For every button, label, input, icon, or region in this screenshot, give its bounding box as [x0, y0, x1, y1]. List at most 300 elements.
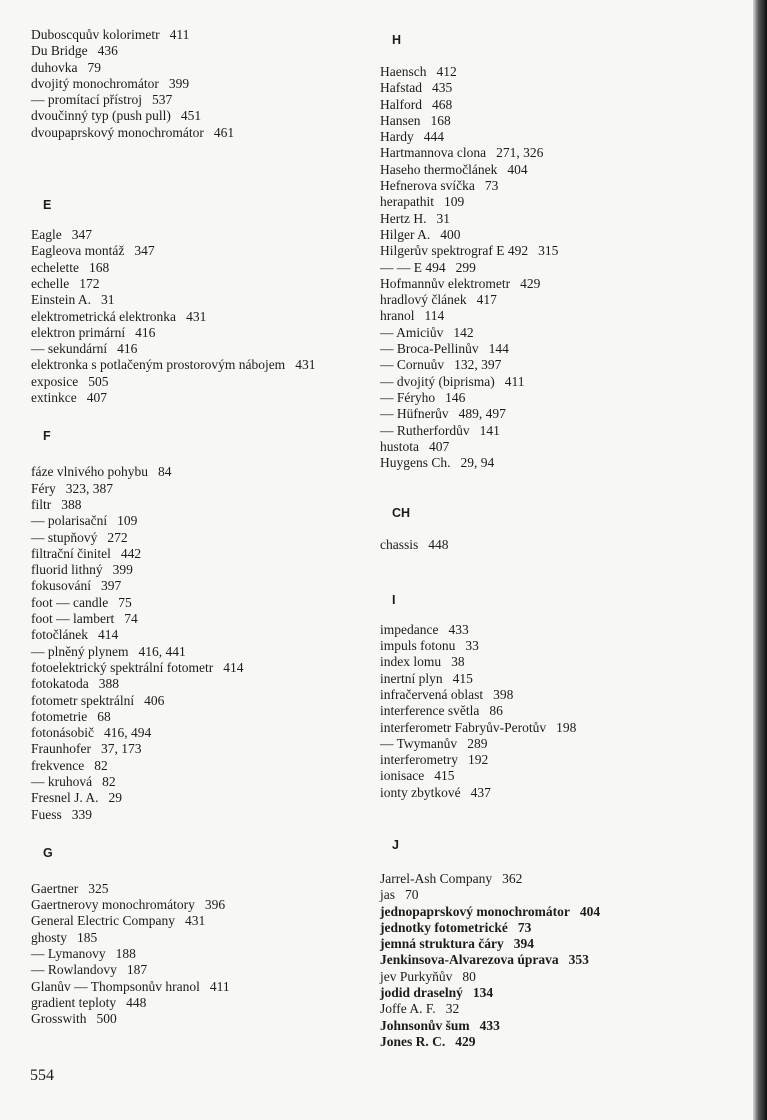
index-entry [380, 194, 745, 210]
index-entry [31, 578, 361, 594]
index-entry [31, 227, 361, 243]
index-page-ref: 400 [440, 226, 461, 242]
index-entry [31, 125, 361, 141]
index-entry [31, 881, 361, 897]
index-entry [380, 638, 745, 654]
index-column-left [31, 27, 361, 1028]
index-page-ref: 82 [94, 757, 108, 773]
index-term: Hofmannův elektrometr [380, 275, 511, 291]
index-term: infračervená oblast [380, 686, 484, 702]
index-entry [380, 687, 745, 703]
index-entry [31, 644, 361, 660]
index-page-ref: 448 [428, 537, 449, 553]
index-page-ref: 431 [186, 308, 207, 324]
index-page-ref: 431 [295, 357, 316, 373]
index-term: fokusování [31, 578, 91, 594]
index-page-ref: 75 [118, 594, 132, 610]
index-page-ref: 114 [424, 308, 445, 324]
index-entry [380, 768, 745, 784]
index-term: Duboscquův kolorimetr [31, 27, 160, 42]
index-page-ref: 435 [431, 80, 453, 96]
index-term: Grosswith [31, 1011, 87, 1027]
index-page-ref: 299 [455, 259, 476, 275]
index-page-ref: 185 [77, 929, 98, 945]
index-term: — Twymanův [380, 735, 458, 751]
index-entry [380, 985, 745, 1001]
index-entry [31, 357, 361, 373]
section-letter-heading: E [43, 198, 52, 213]
index-entry [380, 325, 745, 341]
index-entry [380, 936, 745, 952]
index-page-ref: 68 [97, 708, 111, 724]
index-term: fotometr spektrální [31, 692, 135, 708]
index-page-ref: 362 [502, 870, 523, 886]
index-term: elektrometrická elektronka [31, 308, 177, 324]
index-term: fotočlánek [31, 627, 88, 643]
index-page-ref: 192 [467, 752, 489, 768]
index-entry [31, 390, 361, 406]
index-page-ref: 347 [134, 243, 155, 259]
index-entry [380, 145, 745, 161]
index-entry [380, 969, 745, 985]
index-term: Jones R. C. [380, 1033, 446, 1049]
index-entry [31, 774, 361, 790]
index-term: Einstein A. [31, 292, 91, 308]
index-entry [380, 439, 745, 455]
index-page-ref: 132, 397 [454, 357, 502, 373]
index-page-ref: 500 [96, 1011, 117, 1027]
index-entry [380, 952, 745, 968]
index-term: jev Purkyňův [380, 968, 453, 984]
index-page-ref: 433 [479, 1017, 500, 1033]
index-term: chassis [380, 537, 419, 553]
index-entry [380, 406, 745, 422]
index-term: Eagle [31, 227, 62, 243]
index-entry [31, 562, 361, 578]
index-entry [31, 676, 361, 692]
index-page-ref: 347 [71, 227, 92, 243]
index-entry [31, 995, 361, 1011]
index-page-ref: 315 [538, 243, 559, 259]
index-entry [380, 80, 745, 96]
index-section-g [31, 845, 361, 1028]
index-page-ref: 73 [484, 178, 499, 194]
index-entry [380, 357, 745, 373]
index-entry [380, 904, 745, 920]
index-entry [31, 546, 361, 562]
index-term: echelle [31, 275, 70, 291]
index-entry [31, 481, 361, 497]
index-page-ref: 388 [61, 496, 82, 512]
index-term: — kruhová [31, 773, 93, 789]
index-page-ref: 444 [423, 129, 444, 145]
index-term: interferometr Fabryův-Perotův [380, 719, 547, 735]
index-page-ref: 84 [157, 464, 172, 480]
index-term: Hilger A. [380, 226, 431, 242]
index-term: herapathit [380, 194, 434, 210]
index-entry [31, 930, 361, 946]
index-entry [31, 292, 361, 308]
index-term: Haensch [380, 64, 427, 79]
index-entry [31, 660, 361, 676]
index-page-ref: 388 [98, 676, 119, 692]
index-page-ref: 323, 387 [65, 480, 113, 496]
index-page-ref: 431 [184, 913, 206, 929]
index-page-ref: 187 [126, 962, 148, 978]
index-page-ref: 416 [117, 341, 138, 357]
index-entry [31, 341, 361, 357]
section-letter-heading: F [43, 429, 51, 444]
index-term: Haseho thermočlánek [380, 161, 498, 177]
index-page-ref: 489, 497 [458, 406, 506, 422]
index-page-ref: 404 [579, 903, 601, 919]
index-entry [31, 464, 361, 480]
index-entry [380, 1034, 745, 1050]
index-page-ref: 414 [223, 659, 244, 675]
index-term: — Cornuův [380, 357, 445, 373]
index-entry [380, 455, 745, 471]
section-letter-heading: J [392, 837, 399, 852]
index-page-ref: 412 [436, 64, 457, 79]
index-term: impedance [380, 621, 439, 637]
index-section-ch [380, 505, 745, 553]
index-term: Huygens Ch. [380, 455, 451, 471]
index-page-ref: 198 [556, 719, 577, 735]
index-term: — Rowlandovy [31, 962, 117, 978]
index-entry [380, 113, 745, 129]
index-entry [380, 1018, 745, 1034]
index-entry [380, 178, 745, 194]
index-entry [31, 709, 361, 725]
index-section-f [31, 428, 361, 823]
index-page-ref: 414 [97, 627, 119, 643]
index-term: Du Bridge [31, 43, 88, 59]
index-term: ghosty [31, 929, 68, 945]
index-term: Glanův — Thompsonův hranol [31, 978, 200, 994]
index-term: filtrační činitel [31, 545, 111, 561]
index-entry [380, 537, 745, 553]
index-term: Jenkinsova-Alvarezova úprava [380, 952, 559, 968]
index-entry [31, 260, 361, 276]
index-section-i [380, 592, 745, 801]
index-page-ref: 396 [204, 897, 226, 913]
index-entry [31, 741, 361, 757]
index-entry [380, 1001, 745, 1017]
index-term: General Electric Company [31, 913, 175, 929]
index-term: — Hüfnerův [380, 406, 449, 422]
index-page-ref: 417 [476, 292, 497, 308]
index-page-ref: 407 [86, 390, 107, 406]
index-page-ref: 433 [448, 621, 469, 637]
index-term: dvoučinný typ (push pull) [31, 108, 171, 124]
index-entry [380, 736, 745, 752]
index-term: Halford [380, 96, 422, 112]
index-term: Gaertner [31, 880, 79, 896]
index-term: hradlový článek [380, 292, 467, 308]
index-page-ref: 416 [135, 324, 156, 340]
index-page-ref: 146 [445, 389, 466, 405]
index-entry [31, 913, 361, 929]
index-page-ref: 399 [168, 75, 190, 91]
index-page-ref: 416, 441 [138, 643, 186, 659]
index-entry [380, 703, 745, 719]
index-term: Johnsonův šum [380, 1017, 470, 1033]
index-entry [380, 64, 745, 80]
section-letter-heading: CH [392, 506, 411, 521]
index-term: Fraunhofer [31, 741, 91, 757]
index-page-ref: 79 [87, 59, 101, 75]
index-entry [31, 807, 361, 823]
index-page-ref: 188 [115, 946, 136, 962]
index-page-ref: 86 [489, 703, 503, 719]
index-section-e [31, 197, 361, 406]
index-page-ref: 29, 94 [460, 455, 495, 471]
index-page-ref: 339 [71, 806, 93, 822]
index-page-ref: 141 [479, 422, 500, 438]
index-page-ref: 398 [493, 686, 514, 702]
index-section-j [380, 837, 745, 1050]
index-entry [31, 497, 361, 513]
index-term: — Broca-Pellinův [380, 341, 479, 357]
index-entry [380, 129, 745, 145]
index-entry [31, 108, 361, 124]
index-page-ref: 109 [443, 194, 465, 210]
index-page-ref: 537 [151, 92, 173, 108]
index-entry [380, 292, 745, 308]
index-entry [31, 790, 361, 806]
index-term: — promítací přístroj [31, 92, 142, 108]
index-entry [31, 276, 361, 292]
index-term: jodid draselný [380, 985, 463, 1001]
index-entry [380, 654, 745, 670]
index-term: duhovka [31, 59, 78, 75]
index-term: — dvojitý (biprisma) [380, 373, 495, 389]
index-entry [31, 60, 361, 76]
index-term: inertní plyn [380, 670, 443, 686]
index-term: fluorid lithný [31, 562, 103, 578]
index-entry [380, 341, 745, 357]
index-entry [380, 374, 745, 390]
index-page-ref: 172 [79, 275, 100, 291]
index-entry [380, 243, 745, 259]
index-page-ref: 134 [472, 985, 494, 1001]
page-number: 554 [30, 1067, 54, 1084]
index-term: jas [380, 887, 395, 903]
index-page-ref: 353 [568, 952, 589, 968]
index-term: Hartmannova clona [380, 145, 487, 161]
index-page-ref: 429 [455, 1033, 476, 1049]
index-term: — stupňový [31, 529, 98, 545]
index-term: Féry [31, 480, 56, 496]
index-entry [380, 211, 745, 227]
index-page-ref: 406 [144, 692, 165, 708]
index-page-ref: 437 [470, 784, 491, 800]
index-term: elektron primární [31, 324, 126, 340]
index-page-ref: 289 [467, 735, 488, 751]
index-term: Gaertnerovy monochromátory [31, 897, 195, 913]
index-entry [31, 92, 361, 108]
index-page-ref: 73 [517, 919, 532, 935]
index-section-h [380, 32, 745, 471]
index-entry [380, 260, 745, 276]
index-entry [380, 720, 745, 736]
index-page-ref: 415 [452, 670, 473, 686]
index-page-ref: 70 [405, 887, 419, 903]
index-page-ref: 271, 326 [496, 145, 544, 161]
index-entry [380, 752, 745, 768]
index-term: echelette [31, 259, 79, 275]
index-page-ref: 436 [97, 43, 118, 59]
index-term: — polarisační [31, 513, 108, 529]
index-term: frekvence [31, 757, 85, 773]
index-entry [380, 671, 745, 687]
index-page-ref: 397 [101, 578, 122, 594]
index-term: filtr [31, 496, 52, 512]
index-entry [31, 243, 361, 259]
index-term: Eagleova montáž [31, 243, 125, 259]
index-term: dvojitý monochromátor [31, 75, 159, 91]
index-page-ref: 142 [453, 324, 474, 340]
index-entry [380, 276, 745, 292]
index-page-ref: 415 [434, 768, 455, 784]
index-page-ref: 168 [88, 259, 110, 275]
index-entry [31, 595, 361, 611]
index-term: jednotky fotometrické [380, 919, 508, 935]
index-term: Jarrel-Ash Company [380, 870, 493, 886]
index-page-ref: 33 [465, 638, 479, 654]
index-term: ionty zbytkové [380, 784, 461, 800]
index-term: Hafstad [380, 80, 422, 96]
index-term: fotokatoda [31, 676, 89, 692]
index-entry [31, 758, 361, 774]
index-term: — plněný plynem [31, 643, 129, 659]
index-term: fotometrie [31, 708, 88, 724]
index-page-ref: 74 [124, 611, 138, 627]
index-term: hranol [380, 308, 415, 324]
index-column-right [380, 32, 745, 1050]
index-term: foot — lambert [31, 611, 115, 627]
index-term: Hilgerův spektrograf E 492 [380, 243, 529, 259]
index-entry [380, 162, 745, 178]
index-entry [380, 622, 745, 638]
index-page-ref: 82 [102, 773, 116, 789]
index-page-ref: 407 [429, 438, 450, 454]
index-term: Hefnerova svíčka [380, 178, 475, 194]
index-page-ref: 38 [451, 654, 465, 670]
index-entry [31, 374, 361, 390]
index-page-ref: 468 [431, 96, 453, 112]
index-page-ref: 394 [513, 936, 534, 952]
index-section-continued [31, 27, 361, 141]
index-page-ref: 80 [462, 968, 476, 984]
index-entry [380, 390, 745, 406]
index-entry [31, 43, 361, 59]
index-page-ref: 144 [488, 341, 509, 357]
index-entry [380, 227, 745, 243]
index-term: — Amiciův [380, 324, 444, 340]
index-page-ref: 505 [88, 373, 109, 389]
index-entry [31, 946, 361, 962]
index-page-ref: 411 [169, 27, 190, 42]
index-page-ref: 31 [101, 292, 115, 308]
section-letter-heading: I [392, 592, 396, 607]
index-entry [31, 1011, 361, 1027]
index-term: Hardy [380, 129, 414, 145]
index-term: jemná struktura čáry [380, 936, 504, 952]
index-term: — Rutherfordův [380, 422, 470, 438]
index-page-ref: 411 [504, 373, 525, 389]
index-entry [31, 979, 361, 995]
index-entry [31, 693, 361, 709]
index-term: hustota [380, 438, 419, 454]
index-term: gradient teploty [31, 994, 117, 1010]
index-term: — — E 494 [380, 259, 446, 275]
index-page-ref: 32 [445, 1001, 460, 1017]
index-term: impuls fotonu [380, 638, 456, 654]
index-term: — Féryho [380, 389, 436, 405]
index-entry [380, 423, 745, 439]
index-entry [31, 962, 361, 978]
index-term: fáze vlnivého pohybu [31, 464, 148, 480]
index-page-ref: 429 [520, 275, 541, 291]
index-term: Fresnel J. A. [31, 790, 99, 806]
index-entry [380, 871, 745, 887]
index-entry [31, 309, 361, 325]
index-term: — sekundární [31, 341, 108, 357]
index-term: fotoelektrický spektrální fotometr [31, 659, 214, 675]
index-entry [31, 513, 361, 529]
index-page-ref: 399 [112, 562, 133, 578]
index-term: index lomu [380, 654, 442, 670]
index-term: Fuess [31, 806, 62, 822]
index-page-ref: 461 [213, 124, 235, 140]
index-term: Hertz H. [380, 210, 427, 226]
index-term: fotonásobič [31, 725, 94, 741]
index-entry [31, 611, 361, 627]
index-page-ref: 448 [126, 994, 147, 1010]
index-entry [31, 725, 361, 741]
index-term: dvoupaprskový monochromátor [31, 124, 204, 140]
index-entry [380, 785, 745, 801]
index-term: — Lymanovy [31, 946, 106, 962]
index-page-ref: 29 [108, 790, 122, 806]
index-entry [31, 530, 361, 546]
index-page-ref: 325 [88, 880, 109, 896]
index-page-ref: 37, 173 [100, 741, 142, 757]
index-page-ref: 404 [507, 161, 528, 177]
index-entry [31, 27, 361, 43]
index-page-ref: 168 [430, 112, 451, 128]
index-page-ref: 272 [107, 529, 128, 545]
index-term: jednopaprskový monochromátor [380, 903, 570, 919]
index-entry [380, 887, 745, 903]
index-term: ionisace [380, 768, 425, 784]
index-page-ref: 109 [117, 513, 138, 529]
index-page-ref: 451 [180, 108, 202, 124]
index-page-ref: 411 [209, 978, 230, 994]
section-letter-heading: H [392, 33, 402, 47]
section-letter-heading: G [43, 845, 53, 860]
index-term: Joffe A. F. [380, 1001, 436, 1017]
index-entry [31, 627, 361, 643]
index-page-ref: 442 [120, 545, 142, 561]
index-term: Hansen [380, 112, 421, 128]
index-entry [31, 325, 361, 341]
index-entry [31, 76, 361, 92]
index-page-ref: 31 [436, 210, 450, 226]
index-page-ref: 416, 494 [104, 725, 152, 741]
index-term: interferometry [380, 752, 458, 768]
